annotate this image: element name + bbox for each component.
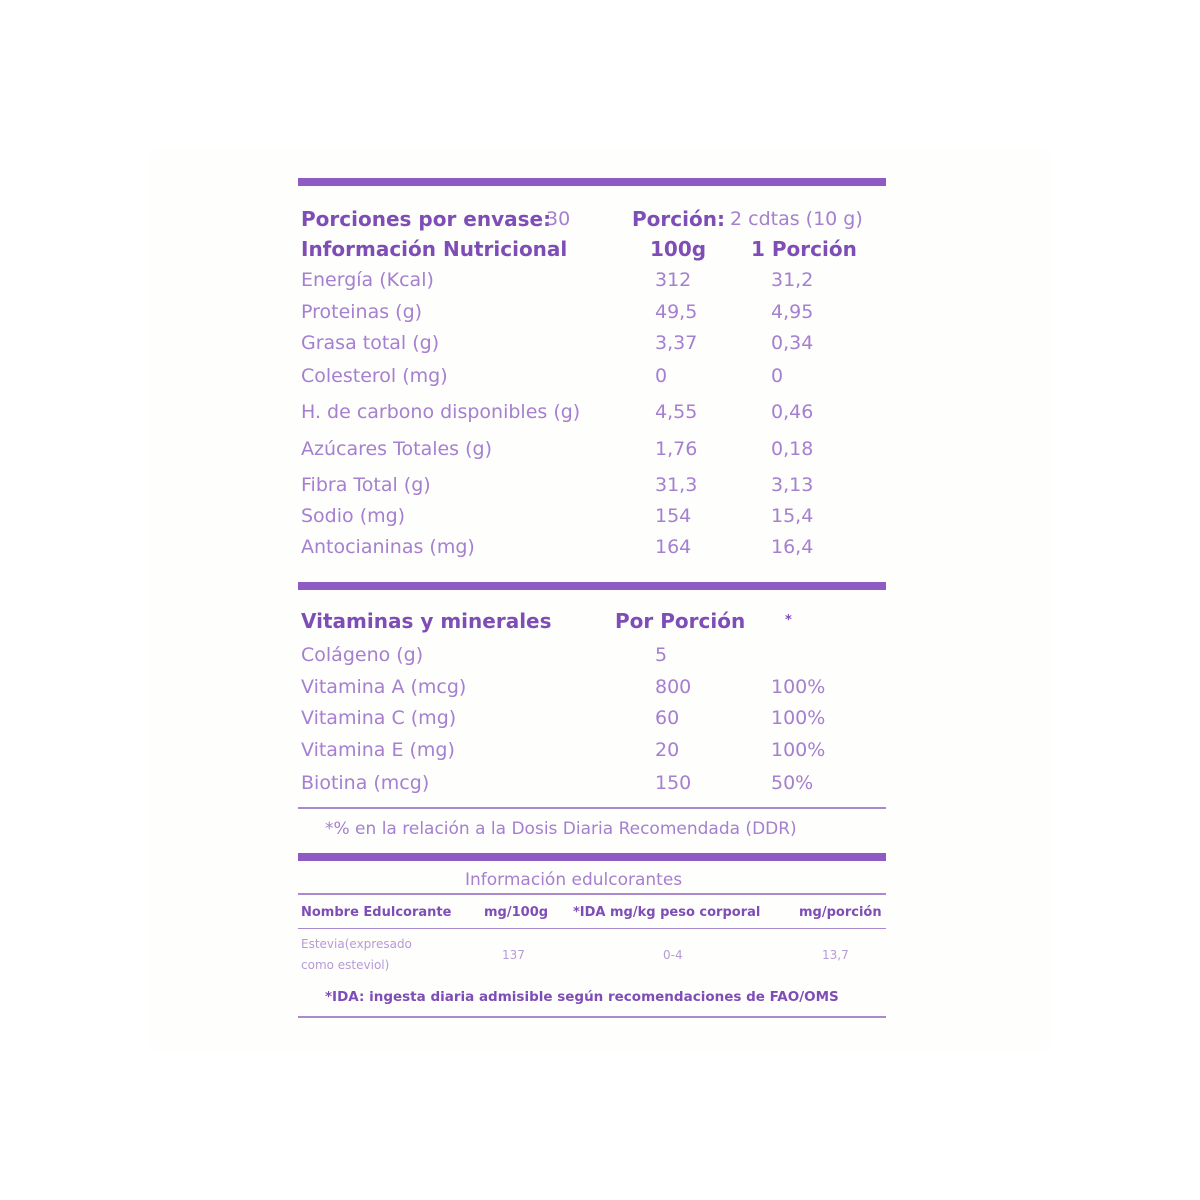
nutrient-per-portion: 4,95: [771, 301, 814, 323]
nutrient-name: Energía (Kcal): [301, 269, 434, 291]
sweeteners-header-rule: [298, 928, 886, 929]
nutrient-per-portion: 16,4: [771, 536, 814, 558]
sweetener-col-ida: *IDA mg/kg peso corporal: [573, 905, 761, 920]
nutrient-per100: 154: [655, 505, 692, 527]
nutrient-name: Fibra Total (g): [301, 474, 431, 496]
vitamin-pct: 100%: [771, 707, 826, 729]
vitamin-name: Vitamina E (mg): [301, 739, 455, 761]
nutrient-name: Grasa total (g): [301, 332, 440, 354]
top-divider: [298, 178, 886, 186]
vitamin-name: Vitamina C (mg): [301, 707, 457, 729]
nutrient-name: Sodio (mg): [301, 505, 406, 527]
vitamins-col-portion: Por Porción: [615, 609, 746, 633]
nutrient-per100: 4,55: [655, 401, 698, 423]
vitamin-pct: 100%: [771, 676, 826, 698]
vitamin-name: Biotina (mcg): [301, 772, 430, 794]
sweetener-col-mg100: mg/100g: [484, 905, 549, 920]
nutrient-per100: 0: [655, 365, 668, 387]
nutrient-name: Antocianinas (mg): [301, 536, 475, 558]
sweetener-col-name: Nombre Edulcorante: [301, 905, 452, 920]
vitamin-value: 5: [655, 644, 668, 666]
col-100g-header: 100g: [650, 237, 707, 261]
nutrient-per-portion: 0,46: [771, 401, 814, 423]
sweetener-col-mgportion: mg/porción: [799, 905, 882, 920]
nutrient-per-portion: 15,4: [771, 505, 814, 527]
vitamins-col-pct: *: [785, 613, 792, 628]
nutrient-per100: 49,5: [655, 301, 698, 323]
vitamin-value: 20: [655, 739, 680, 761]
sweetener-mgportion: 13,7: [822, 948, 849, 962]
nutrient-name: H. de carbono disponibles (g): [301, 401, 581, 423]
vitamin-value: 60: [655, 707, 680, 729]
nutrient-name: Azúcares Totales (g): [301, 438, 493, 460]
sweetener-ida: 0-4: [663, 948, 683, 962]
portion-value: 2 cdtas (10 g): [730, 208, 863, 230]
bottom-rule: [298, 1016, 886, 1018]
nutrient-per100: 3,37: [655, 332, 698, 354]
sweeteners-title-rule: [298, 893, 886, 895]
nutrient-name: Proteinas (g): [301, 301, 423, 323]
nutrient-name: Colesterol (mg): [301, 365, 448, 387]
nutrient-per-portion: 3,13: [771, 474, 814, 496]
portions-value: 30: [546, 208, 571, 230]
nutrient-per-portion: 31,2: [771, 269, 814, 291]
ida-footnote: *IDA: ingesta diaria admisible según recomendaciones de FAO/OMS: [325, 989, 839, 1005]
vitamin-name: Colágeno (g): [301, 644, 424, 666]
vitamins-title: Vitaminas y minerales: [301, 609, 552, 633]
nutrient-per100: 164: [655, 536, 692, 558]
nutrient-per100: 1,76: [655, 438, 698, 460]
portions-label: Porciones por envase:: [301, 207, 552, 231]
sweetener-name-line1: Estevia(expresado: [301, 937, 412, 951]
nutrient-per-portion: 0,18: [771, 438, 814, 460]
nutrient-per100: 31,3: [655, 474, 698, 496]
sweetener-name-line2: como esteviol): [301, 958, 390, 972]
nutrient-per100: 312: [655, 269, 692, 291]
portion-label: Porción:: [632, 207, 725, 231]
section-title: Información Nutricional: [301, 237, 568, 261]
vitamin-pct: 100%: [771, 739, 826, 761]
sweeteners-divider: [298, 853, 886, 861]
vitamins-divider: [298, 582, 886, 590]
ddr-footnote: *% en la relación a la Dosis Diaria Recomendada (DDR): [325, 819, 797, 839]
vitamin-value: 800: [655, 676, 692, 698]
nutrient-per-portion: 0,34: [771, 332, 814, 354]
col-portion-header: 1 Porción: [751, 237, 857, 261]
vitamin-value: 150: [655, 772, 692, 794]
nutrient-per-portion: 0: [771, 365, 784, 387]
vitamin-name: Vitamina A (mcg): [301, 676, 467, 698]
sweeteners-title: Información edulcorantes: [465, 870, 683, 890]
sweetener-mg100: 137: [502, 948, 525, 962]
vitamins-bottom-rule: [298, 807, 886, 809]
vitamin-pct: 50%: [771, 772, 814, 794]
